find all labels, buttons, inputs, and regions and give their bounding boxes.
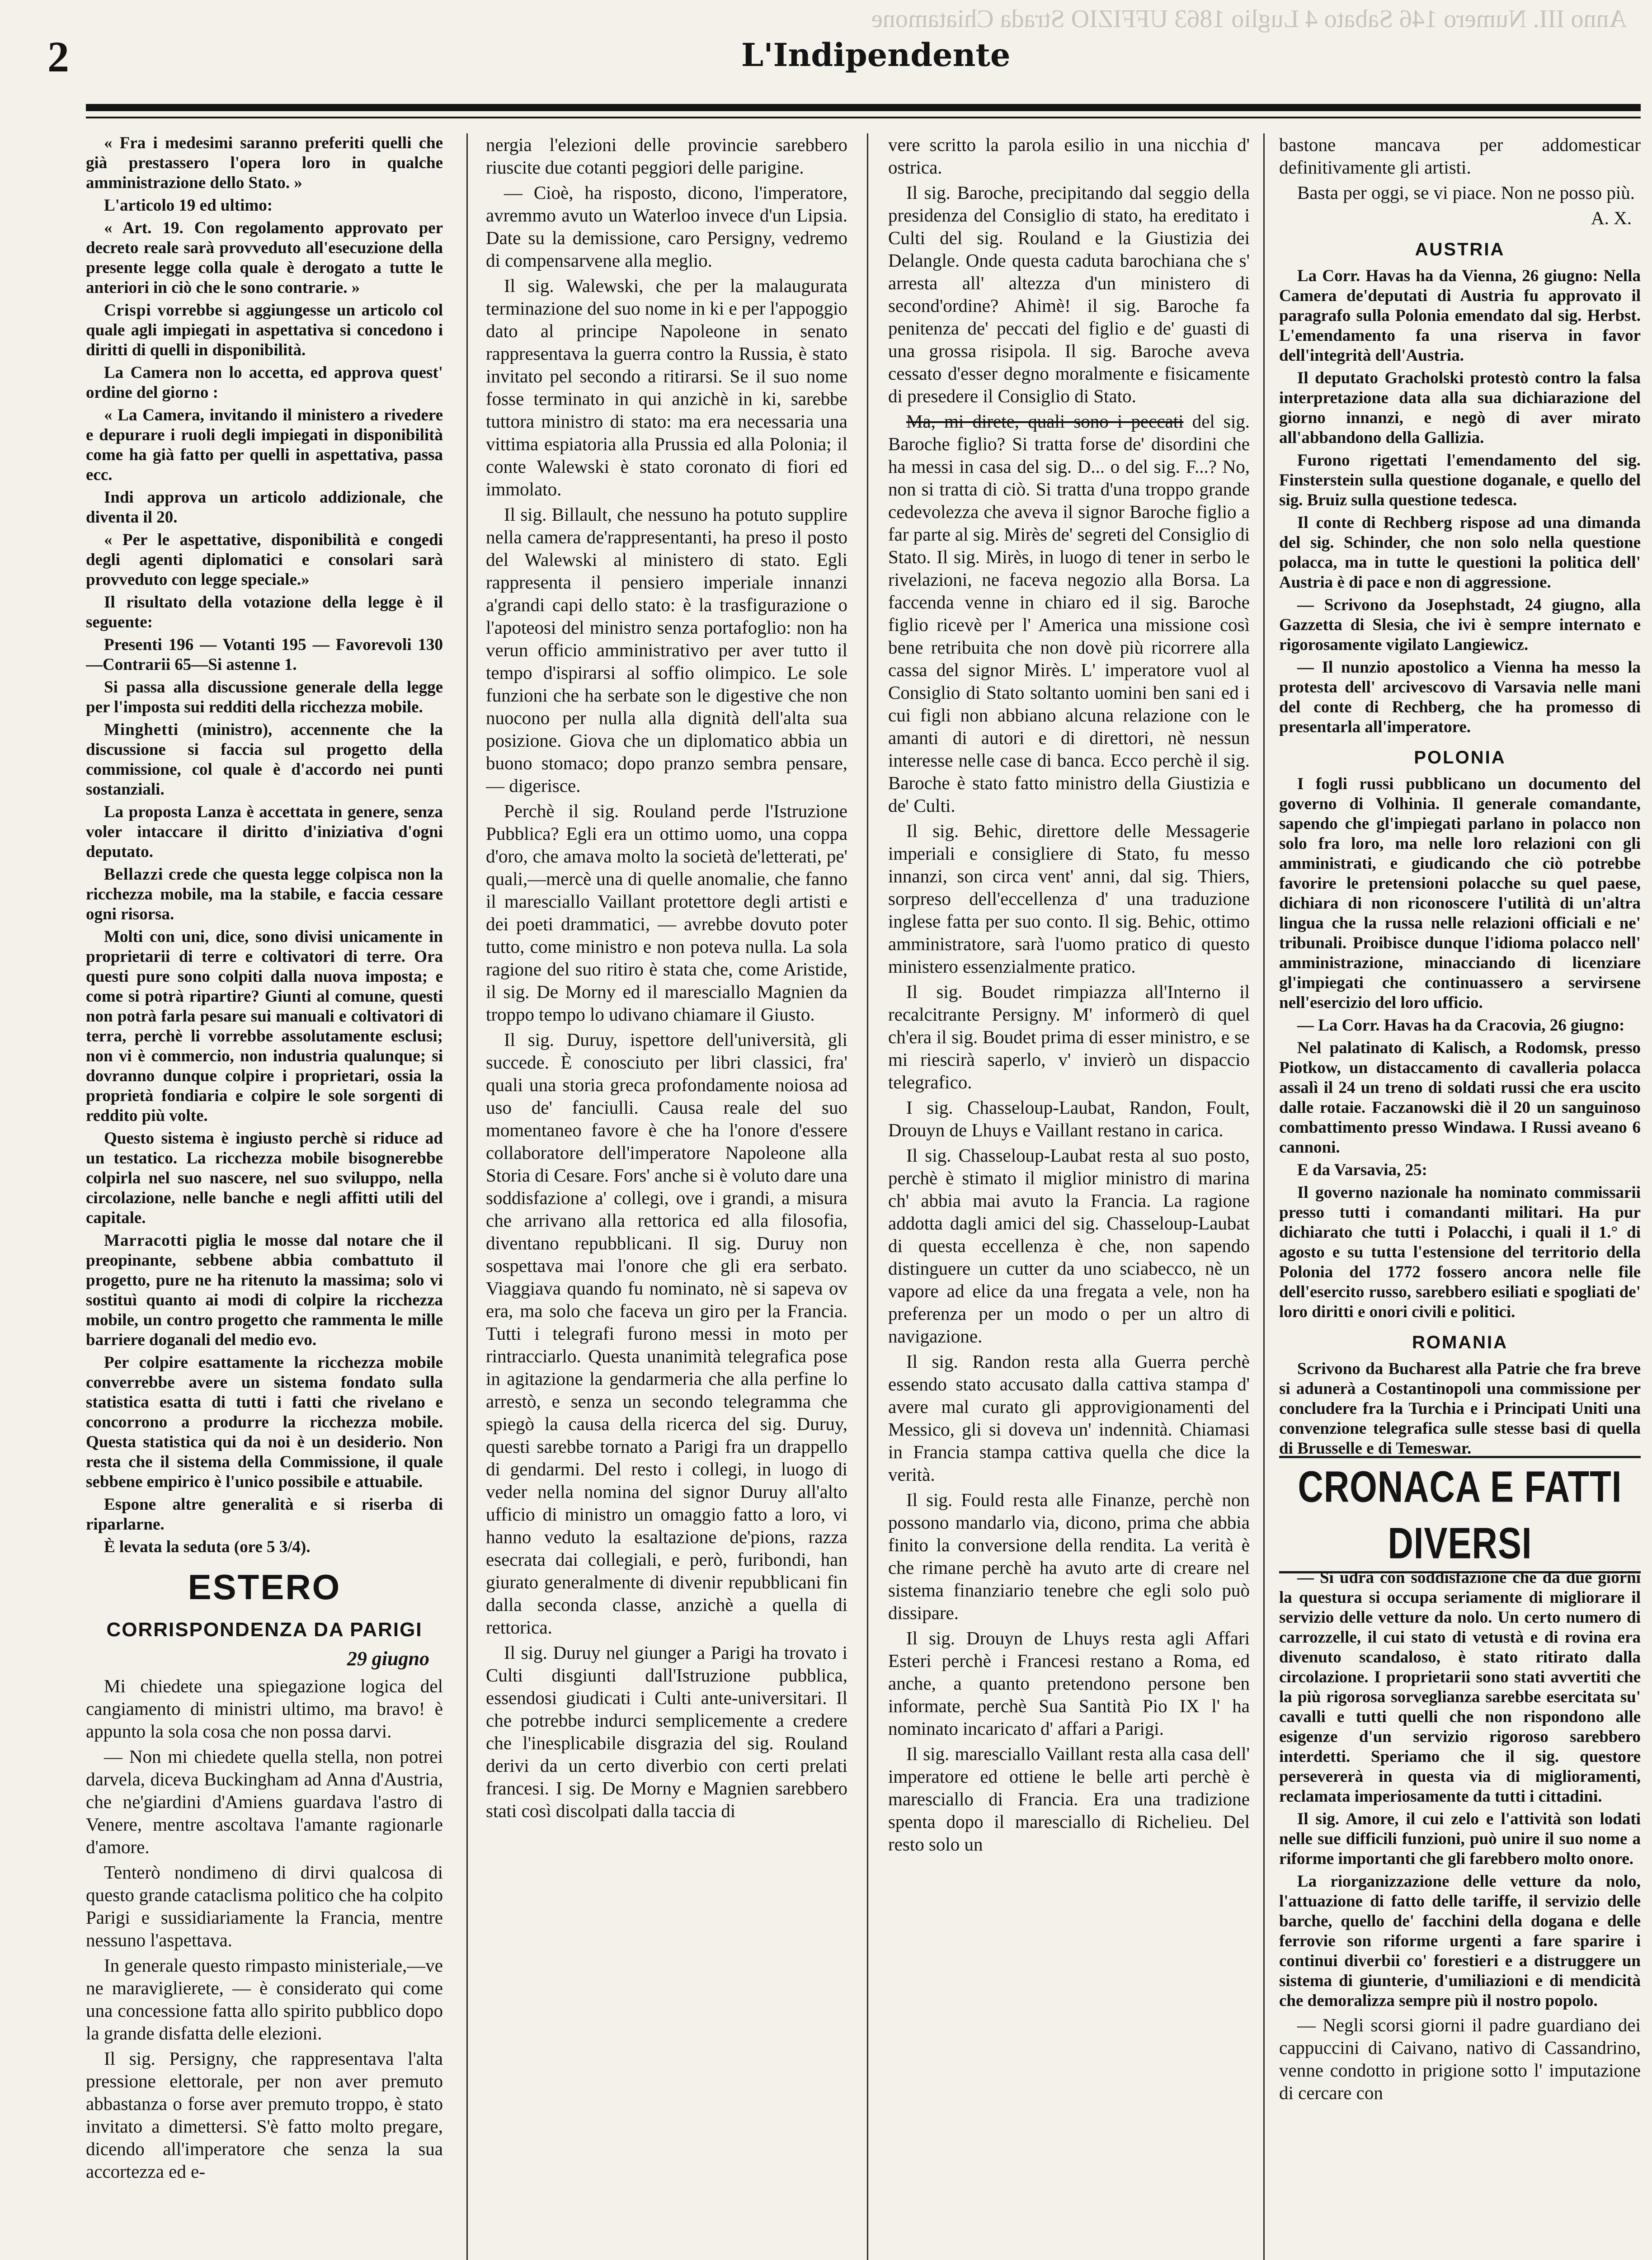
paragraph: E da Varsavia, 25:: [1297, 1161, 1427, 1179]
paragraph: Il governo nazionale ha nominato commissarii presso tutti i comandanti militari. Ha pur dichiarato che tutti i Polacchi, i quali il 1.° di agosto e su tutta l'estensione del territorio della Polonia del 1772 fossero ancora nelle file dell'esercito russo, sarebbero esiliati e spogliati de' loro diritti e onori civili e politici.: [1279, 1183, 1641, 1321]
dateline: 29 giugno: [347, 1648, 429, 1670]
section-heading-polonia: POLONIA: [1414, 748, 1506, 767]
paragraph: [888, 410, 1250, 817]
paragraph: Il conte di Rechberg rispose ad una dimanda del sig. Schinder, che non solo nella questione polacca, ma in tutte le questioni la politica dell' Austria è di pace e non di aggressione.: [1279, 513, 1641, 592]
paragraph: nergia l'elezioni delle provincie sarebbero riuscite due cotanti peggiori delle parigine.: [486, 134, 847, 178]
paragraph: Il sig. Boudet rimpiazza all'Interno il recalcitrante Persigny. M' informerò di quel ch'era il sig. Boudet prima di esser ministro, e se mi riescirà saperlo, v' invierò un dispaccio telegrafico.: [888, 981, 1250, 1092]
paragraph: Tenterò nondimeno di dirvi qualcosa di questo grande cataclisma politico che ha colpito Parigi e sussidiariamente la Francia, mentre nessuno l'aspettava.: [86, 1862, 443, 1950]
paragraph: Per colpire esattamente la ricchezza mobile converrebbe avere un sistema fondato sulla statistica esatta di tutti i fatti che rivelano e concorrono a produrre la ricchezza mobile. Questa statistica qui da noi è un desiderio. Non resta che il sistema della Commissione, il quale sebbene empirico è l'unico possibile e attuabile.: [86, 1353, 443, 1491]
paragraph: Molti con uni, dice, sono divisi unicamente in proprietarii di terre e coltivatori di terre. Ora questi pure sono colpiti dalla nuova imposta; e come si potrà ripartire? Giunti al comune, questi non potrà farla pesare sui manuali e coltivatori di terra, perchè li vorrebbe assolutamente esclusi; non vi è commercio, non industria qualunque; si dovranno dunque colpire i proprietari, ossia la proprietà fondiaria e colpire le sole sorgenti di reddito più volte.: [86, 928, 443, 1125]
paragraph: Il sig. Duruy, ispettore dell'università, gli succede. È conosciuto per libri classici, fra' quali una storia greca profondamente noiosa ad uso de' fanciulli. Causa reale del suo momentaneo favore è che ha l'onore d'essere collaboratore dell'imperatore Napoleone alla Storia di Cesare. Fors' anche si è voluto dare una soddisfazione a' collegi, ove i grandi, a misura che arrivano alla rettorica ed alla filosofia, diventano repubblicani. Il sig. Duruy non sospettava mai l'onore che gli era serbato. Viaggiava quando fu nominato, nè si sapeva ov era, ma solo che faceva un giro per la Francia. Tutti i telegrafi furono messi in moto per rintracciarlo. Questa unanimità telegrafica pose in agitazione la gendarmeria che alla perfine lo arrestò, e senza un secondo telegramma che spiegò la causa della ricerca del sig. Duruy, questi sarebbe tornato a Parigi fra un drappello di gendarmi. Del resto i collegi, in luogo di veder nella nomina del signor Duruy all'alto ufficio di ministro un omaggio fatto a loro, vi hanno veduto la esaltazione de'pions, razza esecrata dai collegiali, e però, furibondi, han giurato generalmente di divenir repubblicani fin dalla seconda classe, anzichè a quella di rettorica.: [486, 1029, 847, 1638]
paragraph: [86, 301, 443, 360]
paragraph: Il sig. maresciallo Vaillant resta alla casa dell' imperatore ed ottiene le belle arti perchè è maresciallo di Francia. Era una tradizione spenta dopo il maresciallo di Richelieu. Del resto solo un: [888, 1743, 1250, 1855]
paragraph: Scrivono da Bucharest alla Patrie che fra breve si adunerà a Costantinopoli una commissione per concludere fra la Turchia e i Principati Uniti una convenzione telegrafica sulle stesse basi di quella di Brusselle e di Temeswar.: [1279, 1360, 1641, 1458]
paragraph: « Fra i medesimi saranno preferiti quelli che già prestassero l'opera loro in qualche amministrazione dello Stato. »: [86, 134, 443, 192]
paragraph: Il sig. Chasseloup-Laubat resta al suo posto, perchè è stimato il miglior ministro di marina ch' abbia mai avuto la Francia. La ragione addotta dagli amici del sig. Chasseloup-Laubat di questa eccellenza è che, non sapendo distinguere un cutter da uno sciabecco, nè un vapore ad elice da una fregata a vele, non ha preferenza per un modo o per un altro di navigazione.: [888, 1145, 1250, 1347]
paragraph: Il sig. Persigny, che rappresentava l'alta pressione elettorale, per non aver premuto abbastanza o forse aver premuto troppo, è stato invitato a dimettersi. S'è fatto molto pregare, dicendo all'imperatore che senza la sua accortezza ed e-: [86, 2048, 443, 2182]
paragraph: Il sig. Randon resta alla Guerra perchè essendo stato accusato dalla cattiva stampa d' avere mal curato gli approvigionamenti del Messico, gli si doveva un' indennità. Chiamasi in Francia stampa cattiva quella che dice la verità.: [888, 1351, 1250, 1485]
paragraph: [86, 865, 443, 924]
column-divider: [466, 133, 468, 2260]
speaker-name: Minghetti: [104, 720, 179, 739]
speaker-name: Bellazzi: [104, 865, 164, 884]
paragraph: — Scrivono da Josephstadt, 24 giugno, alla Gazzetta di Slesia, che ivi è sempre internato e rigorosamente vigilato Langiewicz.: [1279, 596, 1641, 654]
paragraph: « Art. 19. Con regolamento approvato per decreto reale sarà provveduto all'esecuzione della presente legge colla quale è derogato a tutte le anteriori in ciò che le sono contrarie. »: [86, 219, 443, 297]
paragraph: Questo sistema è ingiusto perchè si riduce ad un testatico. La ricchezza mobile bisognerebbe colpirla nel suo nascere, nel suo sviluppo, nella circolazione, nelle banche e negli affitti utili del capitale.: [86, 1129, 443, 1227]
paragraph: — Negli scorsi giorni il padre guardiano dei cappuccini di Caivano, nativo di Cassandrino, venne condotto in prigione sotto l' imputazione di cercare con: [1279, 2015, 1641, 2103]
paragraph-text: (ministro), accennente che la discussione si faccia sul progetto della commissione, col quale è d'accordo nei punti sostanziali.: [86, 720, 443, 799]
columns: [86, 133, 1641, 2260]
paragraph: I fogli russi pubblicano un documento del governo di Volhinia. Il generale comandante, sapendo che gl'impiegati parlano in polacco non solo fra loro, ma nelle loro relazioni con gli amministrati, e giudicando che ciò potrebbe favorire le pretensioni polacche su quel paese, dichiara di non riconoscere l'utilità di un'altra lingua che la russa nelle relazioni officiali e ne' tribunali. Proibisce dunque l'idioma polacco nell' amministrazione, minacciando di licenziare gl'impiegati che continuassero a servirsene nell'esercizio del loro ufficio.: [1279, 775, 1641, 1012]
section-heading-cronaca: CRONACA E FATTI DIVERSI: [1279, 1456, 1641, 1573]
paragraph: Mi chiedete una spiegazione logica del cangiamento di ministri ultimo, ma bravo! è appunto la sola cosa che non possa darvi.: [86, 1676, 443, 1742]
paragraph-text: vorrebbe si aggiungesse un articolo col quale agli impiegati in aspettativa si concedono i diritti di quelli in disponibilità.: [86, 301, 443, 359]
vote-result: Presenti 196 — Votanti 195 — Favorevoli 130—Contrarii 65—Si astenne 1.: [86, 636, 443, 674]
paragraph: — La Corr. Havas ha da Cracovia, 26 giugno:: [1297, 1016, 1625, 1035]
header-rule-thick: [86, 104, 1641, 111]
paragraph: Il sig. Amore, il cui zelo e l'attività son lodati nelle sue difficili funzioni, può unire il suo nome a riforme importanti che gli farebbero molto onore.: [1279, 1810, 1641, 1868]
column-divider: [1263, 133, 1265, 2260]
paragraph: Si passa alla discussione generale della legge per l'imposta sui redditi della ricchezza mobile.: [86, 678, 443, 716]
paragraph: Furono rigettati l'emendamento del sig. Finsterstein sulla questione doganale, e quello del sig. Bruiz sulla questione tedesca.: [1279, 451, 1641, 509]
subsection-heading: CORRISPONDENZA DA PARIGI: [106, 1619, 423, 1641]
paragraph: « La Camera, invitando il ministero a rivedere e depurare i ruoli degli impiegati in disponibilità come ha già fatto per quelli in aspettativa, passa ecc.: [86, 406, 443, 484]
paragraph: — Non mi chiedete quella stella, non potrei darvela, diceva Buckingham ad Anna d'Austria, che ne'giardini d'Amiens guardava l'astro di Venere, mentre ascoltava l'amante ragionarle d'amore.: [86, 1746, 443, 1857]
paragraph-text: crede che questa legge colpisca non la ricchezza mobile, ma la stabile, e faccia cessare ogni risorsa.: [86, 865, 443, 923]
speaker-name: Marracotti: [104, 1231, 188, 1250]
paragraph: L'articolo 19 ed ultimo:: [104, 196, 273, 215]
paragraph-text: del sig. Baroche figlio? Si tratta forse de' disordini che ha messi in casa del sig. D... o del sig. F...? No, non si tratta di ciò. Si tratta d'una troppo grande cedevolezza che aveva il signor Baroche figlio a far parte al sig. Mirès de' segreti del Consiglio di Stato. Il sig. Mirès, in luogo di tener in serbo le rivelazioni, ne faceva negozio alla Borsa. La faccenda venne in chiaro ed il sig. Baroche figlio ricevè per l' America una missione così bene retribuita che non dovè più ricorrere alla cassa del signor Mirès. L' imperatore vuol al Consiglio di Stato soltanto uomini ben sani ed i cui figli non abbiano alcuna relazione con le amanti di autori e di direttori, nè nessun interesse nelle case di banca. Ecco perchè il sig. Baroche è stato fatto ministro della Giustizia e de' Culti.: [888, 411, 1250, 816]
paragraph: Il sig. Baroche, precipitando dal seggio della presidenza del Consiglio di stato, ha ereditato i Culti del sig. Rouland e la Giustizia dei Delangle. Onde questa caduta barochiana che s' arresta all' altezza d'un ministero di second'ordine? Ahimè! il sig. Baroche fa penitenza de' peccati del figlio e de' guasti di una grossa risipola. Il sig. Baroche aveva cessato d'esser degno moralmente e fisicamente di presedere il Consiglio di Stato.: [888, 182, 1250, 406]
column-4: [1279, 133, 1641, 2260]
author-signature: A. X.: [1591, 207, 1632, 228]
section-heading-austria: AUSTRIA: [1415, 240, 1505, 259]
struck-text: Ma, mi direte, quali sono i peccati: [906, 411, 1184, 432]
column-divider: [867, 133, 868, 2260]
paragraph: Il sig. Duruy nel giunger a Parigi ha trovato i Culti disgiunti dall'Istruzione pubblica, essendosi giudicati i Culti ante-universitari. Il che potrebbe indurci semplicemente a credere che l'inesplicabile disgrazia del sig. Rouland derivi da un certo diverbio con certi prelati francesi. I sig. De Morny e Magnien sarebbero stati così discolpati dalla taccia di: [486, 1642, 847, 1821]
bleed-through-text: Anno III. Numero 146 Sabato 4 Luglio 1863 UFFIZIO Strada Chiatamone: [871, 5, 1627, 33]
paragraph: Perchè il sig. Rouland perde l'Istruzione Pubblica? Egli era un ottimo uomo, una coppa d'oro, che amava molto la società de'letterati, pe' quali,—mercè una di quelle anomalie, che fanno il maresciallo Vaillant protettore degli artisti e dei poeti drammatici, — avrebbe dovuto poter tutto, come ministro e non poteva nulla. La sola ragione del suo ritiro è stata che, come Aristide, il sig. De Morny ed il maresciallo Magnien da troppo tempo lo udivano chiamare il Giusto.: [486, 800, 847, 1025]
header-rule-thin: [86, 117, 1641, 118]
speaker-name: Crispi: [104, 301, 151, 320]
paragraph: Il sig. Walewski, che per la malaugurata terminazione del suo nome in ki e per l'appoggio dato al principe Napoleone in senato rappresentava la guerra contro la Russia, è stato invitato pel secondo a ritirarsi. Se il suo nome fosse terminato in qui anzichè in ki, sarebbe tuttora ministro di stato: ma era necessaria una vittima espiatoria alla Prussia ed alla Polonia; il conte Walewski è stato coronato di fiori ed immolato.: [486, 275, 847, 499]
paragraph: vere scritto la parola esilio in una nicchia d' ostrica.: [888, 134, 1250, 178]
paragraph: — Si udrà con soddisfazione che da due giorni la questura si occupa seriamente di migliorare il servizio delle vetture da nolo. Un certo numero di carrozzelle, il cui stato di vetustà e di rovina era divenuto scandaloso, è stato ritirato dalla circolazione. I proprietarii sono stati avvertiti che la più rigorosa sorveglianza sarebbe esercitata su' cavalli e tutti quelli che non rispondono alle esigenze d'un servizio rigoroso sarebbero interdetti. Speriamo che il sig. questore persevererà in questa via di miglioramenti, reclamata imperiosamente da tutti i cittadini.: [1279, 1568, 1641, 1806]
paragraph: [86, 720, 443, 800]
paragraph: La Camera non lo accetta, ed approva quest' ordine del giorno :: [86, 363, 443, 402]
paragraph: — Il nunzio apostolico a Vienna ha messo la protesta dell' arcivescovo di Varsavia nelle mani del conte di Rechberg, che ha promesso di presentarla all'imperatore.: [1279, 658, 1641, 736]
paragraph: La proposta Lanza è accettata in genere, senza voler intaccare il diritto d'iniziativa d'ogni deputato.: [86, 803, 443, 861]
section-heading-romania: ROMANIA: [1412, 1332, 1508, 1352]
paragraph: In generale questo rimpasto ministeriale,—ve ne maraviglierete, — è considerato qui come una concessione fatta allo spirito pubblico dopo la grande disfatta delle elezioni.: [86, 1955, 443, 2043]
paragraph: Basta per oggi, se vi piace. Non ne posso più.: [1297, 182, 1635, 203]
column-3: [888, 133, 1250, 2260]
column-2: [486, 133, 847, 2260]
paragraph-text: piglia le mosse dal notare che il preopinante, sebbene abbia combattuto il progetto, pure ne ha ritenuto la massima; solo vi sostituì quanto ai modi di colpire la ricchezza mobile, un contro progetto che rammenta le mille barriere doganali del medio evo.: [86, 1231, 443, 1349]
newspaper-title: L'Indipendente: [741, 36, 1011, 74]
paragraph: Il sig. Behic, direttore delle Messagerie imperiali e consigliere di Stato, fu messo innanzi, son circa vent' anni, dal sig. Thiers, sorpreso dell'eccellenza d' una traduzione inglese fatta per suo conto. Il sig. Behic, ottimo amministratore, sarà l'uomo pratico di questo ministero essenzialmente pratico.: [888, 820, 1250, 977]
paragraph: « Per le aspettative, disponibilità e congedi degli agenti diplomatici e consolari sarà provveduto con legge speciale.»: [86, 531, 443, 589]
paragraph: Il sig. Fould resta alle Finanze, perchè non possono mandarlo via, dicono, prima che abbia finito la conversione della rendita. La verità è che rimane perchè ha avuto arte di creare nel sistema finanziario tenebre che egli solo può dissipare.: [888, 1489, 1250, 1623]
paragraph: Il risultato della votazione della legge è il seguente:: [86, 593, 443, 631]
paragraph: La riorganizzazione delle vetture da nolo, l'attuazione di fatto delle tariffe, il servizio delle barche, quello de' facchini della dogana e delle ferrovie son riforme urgenti a fare sparire i continui diverbii co' forestieri e a distruggere un sistema di giunterie, d'umiliazioni e di mendicità che demoralizza sempre più il nostro popolo.: [1279, 1872, 1641, 2010]
section-heading-estero: ESTERO: [188, 1567, 341, 1607]
paragraph: Il sig. Billault, che nessuno ha potuto supplire nella camera de'rappresentanti, ha preso il posto del Walewski al ministero di stato. Egli rappresenta il pensiero imperiale innanzi a'grandi capi dello stato: è la trasfigurazione o l'apoteosi del ministro senza portafoglio: non ha verun officio amministrativo per aver tutto il tempo d'ispirarsi al soffio olimpico. Le sole funzioni che ha serbate son le digestive che non nuocono per nulla alla dignità dell'alta sua posizione. Giova che un diplomatico abbia un buono stomaco; dopo pranzo sembra pensare, — digerisce.: [486, 504, 847, 796]
paragraph: I sig. Chasseloup-Laubat, Randon, Foult, Drouyn de Lhuys e Vaillant restano in carica.: [888, 1097, 1250, 1140]
paragraph: bastone mancava per addomesticar definitivamente gli artisti.: [1279, 134, 1641, 178]
paragraph: [86, 1231, 443, 1350]
column-1: [86, 133, 443, 2260]
masthead: [0, 0, 1652, 136]
paragraph: È levata la seduta (ore 5 3/4).: [104, 1538, 311, 1556]
paragraph: Indi approva un articolo addizionale, che diventa il 20.: [86, 488, 443, 527]
paragraph: La Corr. Havas ha da Vienna, 26 giugno: Nella Camera de'deputati di Austria fu approvato il paragrafo sulla Polonia emendato dal sig. Herbst. L'emendamento fa una riserva in favor dell'integrità dell'Austria.: [1279, 267, 1641, 365]
paragraph: Il sig. Drouyn de Lhuys resta agli Affari Esteri perchè i Francesi restano a Roma, ed anche, a quanto pretendono persone ben informate, perchè Sua Santità Pio IX l' ha nominato incaricato d' affari a Parigi.: [888, 1628, 1250, 1739]
paragraph: Il deputato Gracholski protestò contro la falsa interpretazione data alla sua dichiarazione del giorno innanzi, e negò di aver mirato all'abbandono della Gallizia.: [1279, 369, 1641, 447]
paragraph: Espone altre generalità e si riserba di riparlarne.: [86, 1495, 443, 1534]
paragraph: Nel palatinato di Kalisch, a Rodomsk, presso Piotkow, un distaccamento di cavalleria polacca assalì il 24 un treno di soldati russi che era uscito dalle rotaie. Faczanowski diè il 20 un sanguinoso combattimento presso Windawa. I Russi aveano 6 cannoni.: [1279, 1039, 1641, 1157]
paragraph: — Cioè, ha risposto, dicono, l'imperatore, avremmo avuto un Waterloo invece d'un Lipsia. Date su la demissione, caro Persigny, vedremo di compensarvene alla meglio.: [486, 182, 847, 271]
page-number: 2: [47, 33, 69, 81]
